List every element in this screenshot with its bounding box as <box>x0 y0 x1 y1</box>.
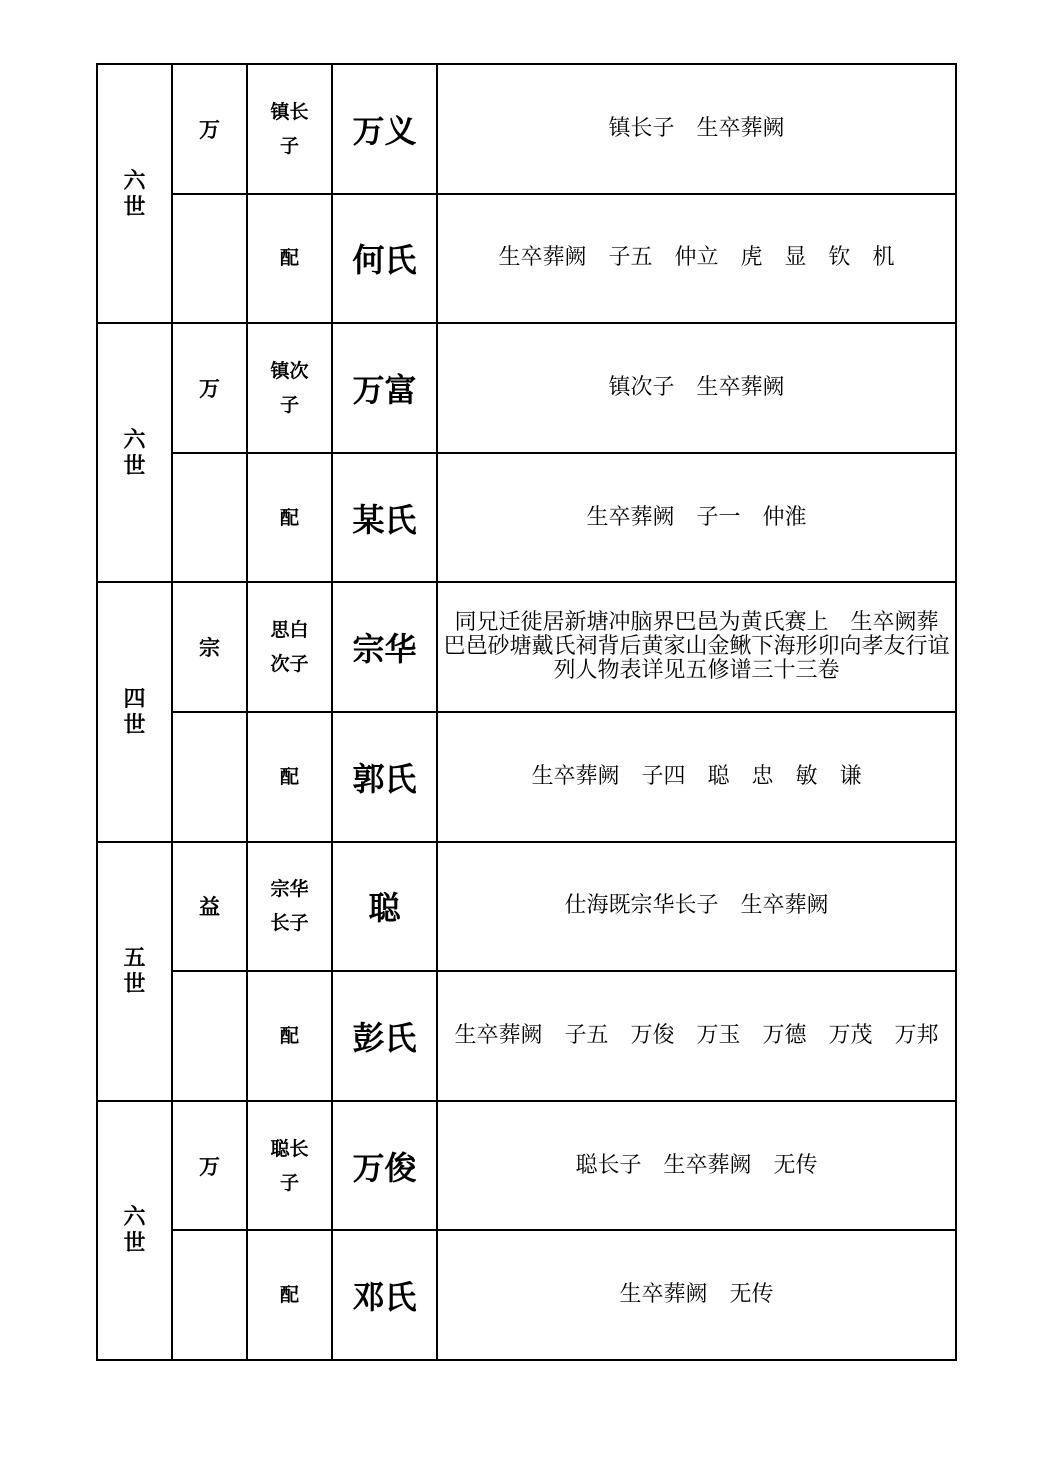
empty-cell <box>172 194 247 324</box>
generation-char: 万 <box>172 323 247 453</box>
generation-cell <box>97 64 172 323</box>
main-row <box>97 582 956 712</box>
spouse-row <box>97 971 956 1101</box>
genealogy-table <box>96 63 961 1361</box>
person-name: 宗华 <box>332 582 437 712</box>
person-name: 万义 <box>332 64 437 194</box>
generation-label: 四世 <box>123 685 146 738</box>
person-name: 聪 <box>332 842 437 972</box>
generation-cell <box>97 1101 172 1360</box>
relation-cell <box>247 1101 332 1231</box>
spouse-note: 生卒葬阙 子一 仲淮 <box>437 453 956 583</box>
relation-label: 宗华长子 <box>270 878 309 935</box>
spouse-note: 生卒葬阙 子五 万俊 万玉 万德 万茂 万邦 <box>437 971 956 1101</box>
main-row <box>97 842 956 972</box>
spouse-label: 配 <box>247 1230 332 1360</box>
relation-cell <box>247 582 332 712</box>
main-row <box>97 64 956 194</box>
empty-cell <box>172 1230 247 1360</box>
generation-cell <box>97 582 172 841</box>
spouse-row <box>97 194 956 324</box>
spouse-label: 配 <box>247 971 332 1101</box>
relation-cell <box>247 323 332 453</box>
relation-label: 镇次子 <box>270 359 309 416</box>
empty-cell <box>172 453 247 583</box>
spouse-row <box>97 1230 956 1360</box>
main-row <box>97 323 956 453</box>
generation-label: 六世 <box>123 426 146 479</box>
relation-label: 思白次子 <box>270 619 309 676</box>
person-note: 同兄迁徙居新塘冲脑界巴邑为黄氏赛上 生卒阙葬 巴邑砂塘戴氏祠背后黄家山金鳅下海形卯向孝友行谊列人物表详见五修谱三十三卷 <box>437 582 956 712</box>
person-name: 万富 <box>332 323 437 453</box>
spouse-note: 生卒葬阙 子四 聪 忠 敏 谦 <box>437 712 956 842</box>
empty-cell <box>172 712 247 842</box>
person-note: 聪长子 生卒葬阙 无传 <box>437 1101 956 1231</box>
spouse-name: 何氏 <box>332 194 437 324</box>
generation-label: 六世 <box>123 167 146 220</box>
relation-cell <box>247 842 332 972</box>
spouse-name: 某氏 <box>332 453 437 583</box>
spouse-label: 配 <box>247 712 332 842</box>
spouse-name: 邓氏 <box>332 1230 437 1360</box>
person-note: 镇长子 生卒葬阙 <box>437 64 956 194</box>
generation-label: 五世 <box>123 945 146 998</box>
generation-char: 益 <box>172 842 247 972</box>
spouse-name: 彭氏 <box>332 971 437 1101</box>
person-name: 万俊 <box>332 1101 437 1231</box>
generation-char: 万 <box>172 1101 247 1231</box>
spouse-row <box>97 712 956 842</box>
generation-cell <box>97 323 172 582</box>
person-note: 仕海既宗华长子 生卒葬阙 <box>437 842 956 972</box>
spouse-label: 配 <box>247 453 332 583</box>
generation-label: 六世 <box>123 1204 146 1257</box>
spouse-note: 生卒葬阙 子五 仲立 虎 显 钦 机 <box>437 194 956 324</box>
relation-label: 聪长子 <box>270 1137 309 1194</box>
generation-cell <box>97 842 172 1101</box>
spouse-label: 配 <box>247 194 332 324</box>
generation-char: 万 <box>172 64 247 194</box>
spouse-name: 郭氏 <box>332 712 437 842</box>
relation-cell <box>247 64 332 194</box>
empty-cell <box>172 971 247 1101</box>
generation-char: 宗 <box>172 582 247 712</box>
spouse-row <box>97 453 956 583</box>
relation-label: 镇长子 <box>270 100 309 157</box>
person-note: 镇次子 生卒葬阙 <box>437 323 956 453</box>
main-row <box>97 1101 956 1231</box>
spouse-note: 生卒葬阙 无传 <box>437 1230 956 1360</box>
